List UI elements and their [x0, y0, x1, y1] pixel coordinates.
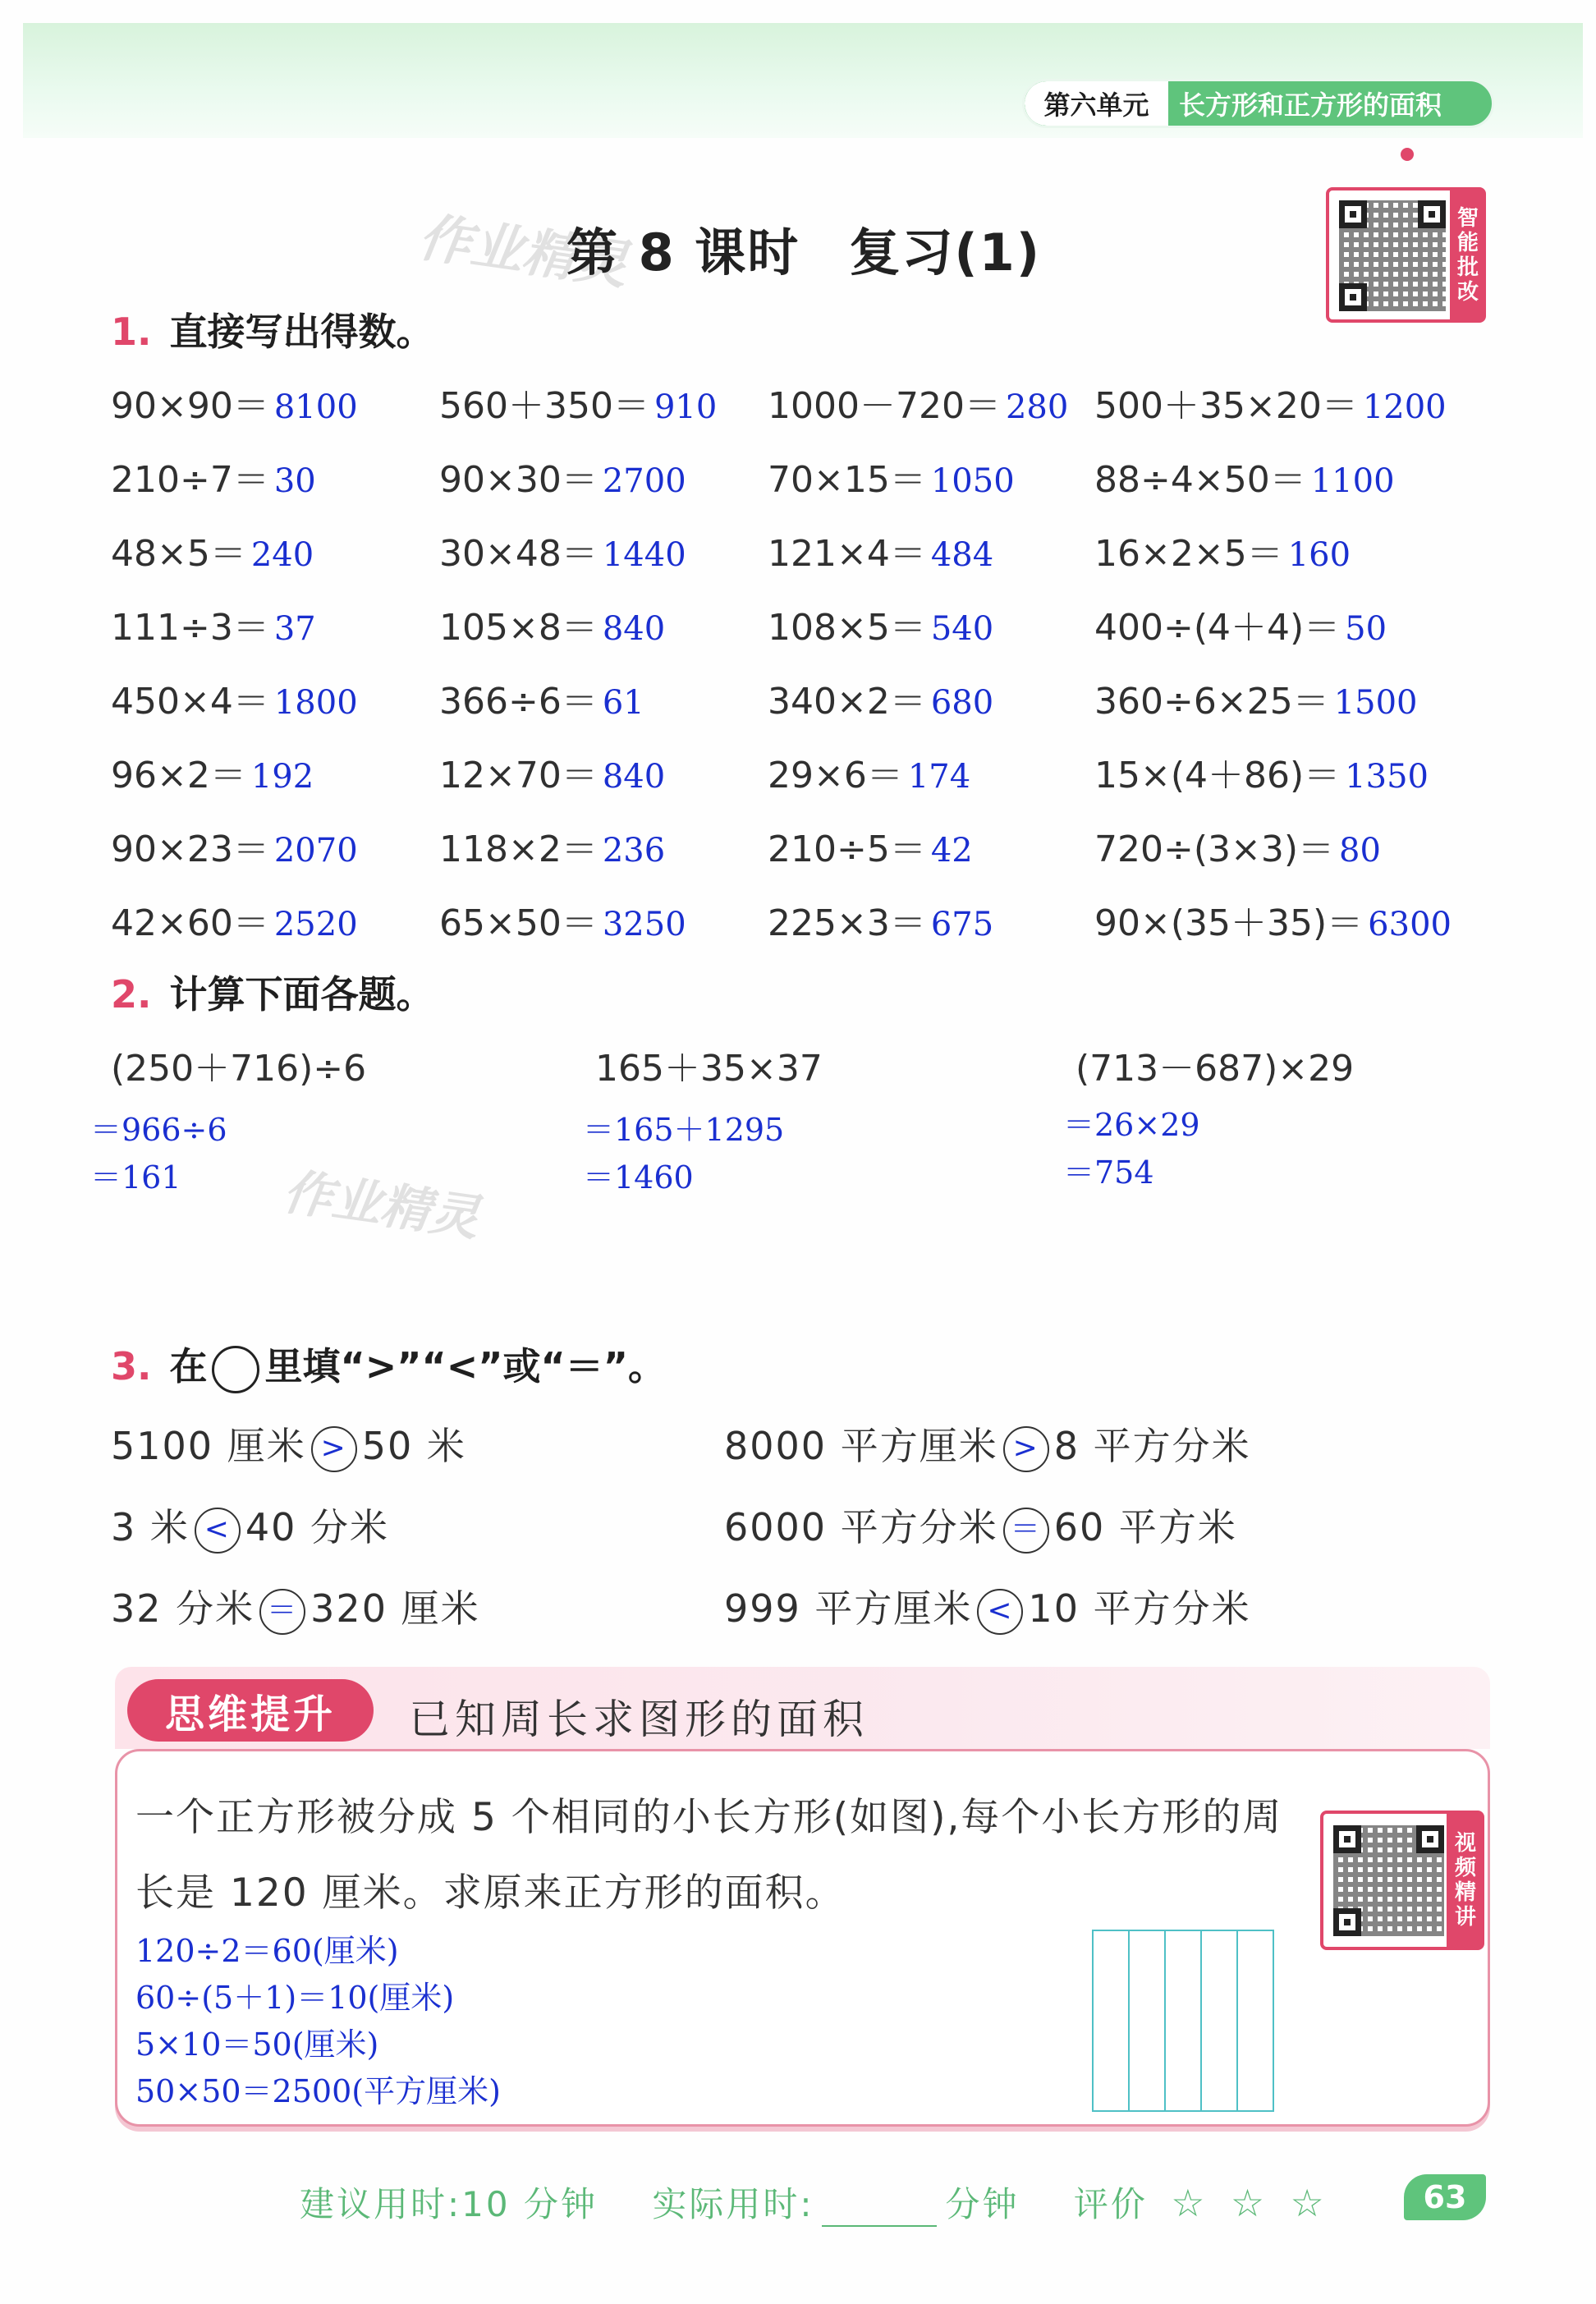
star-icon[interactable]: ☆: [1290, 2181, 1327, 2225]
divider: [1128, 1930, 1130, 2110]
qr-eye: [1333, 1908, 1361, 1936]
answer-text[interactable]: 61: [602, 684, 644, 722]
math-problem: [111, 376, 358, 429]
math-problem: [439, 524, 686, 576]
answer-text[interactable]: 1800: [273, 684, 358, 722]
math-problem: [111, 450, 316, 503]
answer-text[interactable]: 2070: [273, 832, 358, 870]
qr-code-video[interactable]: [1320, 1811, 1484, 1950]
comparison-circle[interactable]: ＝: [1003, 1508, 1049, 1554]
square-figure: [1092, 1930, 1274, 2112]
math-problem: [111, 819, 358, 872]
comparison-circle[interactable]: <: [977, 1589, 1023, 1635]
left-quantity: 5100 厘米: [111, 1424, 306, 1468]
left-quantity: 32 分米: [111, 1586, 255, 1631]
comparison-item: [111, 1579, 480, 1635]
lesson-number: 第 8 课时: [566, 223, 800, 282]
comparison-circle[interactable]: <: [195, 1508, 241, 1554]
qr-eye: [1416, 1825, 1444, 1853]
answer-text[interactable]: 37: [273, 610, 316, 648]
section-3-header: [111, 1337, 666, 1393]
answer-text[interactable]: 42: [930, 832, 973, 870]
math-problem: [111, 598, 316, 650]
math-problem: [768, 376, 1068, 429]
answer-text[interactable]: 540: [930, 610, 994, 648]
math-problem: [768, 746, 970, 798]
problem-text: 30×48＝: [439, 533, 598, 575]
work-step[interactable]: ＝26×29: [1063, 1107, 1200, 1143]
qr-eye: [1339, 283, 1367, 311]
answer-text[interactable]: 484: [930, 536, 994, 574]
section-2-header: [111, 965, 433, 1019]
problem-text: 90×23＝: [111, 828, 269, 870]
problem-text: 500＋35×20＝: [1094, 385, 1358, 427]
calc-problem: (250＋716)÷6: [111, 1048, 367, 1090]
section-number: 2.: [111, 972, 152, 1017]
problem-text: 111÷3＝: [111, 607, 269, 649]
work-step[interactable]: ＝161: [90, 1159, 181, 1196]
calc-problem: 165＋35×37: [595, 1048, 823, 1090]
math-problem: [768, 450, 1015, 503]
answer-text[interactable]: 192: [250, 758, 314, 796]
problem-text: 1000－720＝: [768, 385, 1001, 427]
problem-text: 48×5＝: [111, 533, 246, 575]
math-problem: [439, 376, 717, 429]
suggested-time: 建议用时:10 分钟: [300, 2184, 598, 2224]
problem-text: 15×(4＋86)＝: [1094, 755, 1341, 796]
qr-tag: 视频精讲: [1447, 1814, 1481, 1947]
problem-text: 65×50＝: [439, 902, 598, 944]
problem-text: 400÷(4＋4)＝: [1094, 607, 1341, 649]
actual-time-unit: 分钟: [945, 2184, 1020, 2224]
unit-label: 第六单元: [1025, 81, 1168, 126]
page-number: 63: [1404, 2174, 1486, 2220]
lesson-name: 复习(1): [849, 223, 1042, 282]
answer-text[interactable]: 3250: [602, 906, 686, 943]
problem-text: 366÷6＝: [439, 681, 598, 723]
math-problem: [1094, 672, 1418, 724]
left-quantity: 3 米: [111, 1505, 190, 1549]
answer-text[interactable]: 1200: [1362, 388, 1447, 426]
work-step[interactable]: ＝1460: [583, 1159, 694, 1196]
problem-text: 105×8＝: [439, 607, 598, 649]
problem-text: 90×30＝: [439, 459, 598, 501]
problem-text: 70×15＝: [768, 459, 926, 501]
left-quantity: 6000 平方分米: [724, 1505, 998, 1549]
answer-text[interactable]: 240: [250, 536, 314, 574]
section-title: 直接写出得数。: [169, 310, 434, 354]
solution-line[interactable]: 60÷(5＋1)＝10(厘米): [135, 1980, 455, 2016]
answer-text[interactable]: 1050: [930, 462, 1015, 500]
problem-text: 720÷(3×3)＝: [1094, 828, 1335, 870]
problem-text: 108×5＝: [768, 607, 926, 649]
thinking-subtitle: 已知周长求图形的面积: [409, 1696, 869, 1743]
answer-text[interactable]: 675: [930, 906, 994, 943]
unit-pill: [1022, 79, 1494, 128]
right-quantity: 10 平方分米: [1028, 1586, 1251, 1631]
unit-title: 长方形和正方形的面积: [1179, 89, 1442, 121]
math-problem: [1094, 598, 1387, 650]
math-problem: [768, 672, 993, 724]
calc-problem: (713－687)×29: [1075, 1048, 1355, 1090]
actual-time-blank[interactable]: [822, 2192, 937, 2227]
left-quantity: 999 平方厘米: [724, 1586, 973, 1631]
rating-label: 评价: [1073, 2184, 1148, 2224]
math-problem: [1094, 524, 1351, 576]
circle-icon: [212, 1346, 259, 1393]
star-icon[interactable]: ☆: [1171, 2181, 1208, 2225]
math-problem: [111, 893, 358, 946]
problem-text: 118×2＝: [439, 828, 598, 870]
section-1-header: [111, 302, 433, 356]
right-quantity: 320 厘米: [310, 1586, 480, 1631]
answer-text[interactable]: 1100: [1310, 462, 1395, 500]
problem-text: 210÷7＝: [111, 459, 269, 501]
answer-text[interactable]: 840: [602, 610, 666, 648]
answer-text[interactable]: 1350: [1345, 758, 1429, 796]
section-number: 3.: [111, 1344, 152, 1388]
thinking-badge: 思维提升: [127, 1679, 374, 1742]
problem-text: 90×(35＋35)＝: [1094, 902, 1364, 944]
problem-text: 340×2＝: [768, 681, 926, 723]
math-problem: [768, 893, 993, 946]
qr-eye: [1418, 200, 1446, 228]
work-step[interactable]: ＝165＋1295: [583, 1112, 785, 1148]
problem-text: 225×3＝: [768, 902, 926, 944]
answer-text[interactable]: 50: [1345, 610, 1387, 648]
answer-text[interactable]: 30: [273, 462, 316, 500]
qr-eye: [1339, 200, 1367, 228]
problem-text: 560＋350＝: [439, 385, 649, 427]
problem-text: 360÷6×25＝: [1094, 681, 1329, 723]
comparison-item: [724, 1498, 1237, 1554]
comparison-circle[interactable]: >: [311, 1426, 357, 1472]
comparison-item: [111, 1416, 466, 1472]
comparison-item: [724, 1416, 1251, 1472]
math-problem: [439, 893, 686, 946]
answer-text[interactable]: 8100: [273, 388, 358, 426]
comparison-item: [111, 1498, 389, 1554]
actual-time-label: 实际用时:: [652, 2184, 814, 2224]
answer-text[interactable]: 6300: [1368, 906, 1452, 943]
answer-text[interactable]: 160: [1287, 536, 1351, 574]
problem-text: 42×60＝: [111, 902, 269, 944]
answer-text[interactable]: 174: [907, 758, 971, 796]
right-quantity: 50 米: [361, 1424, 466, 1468]
math-problem: [1094, 450, 1395, 503]
math-problem: [1094, 819, 1381, 872]
divider: [1236, 1930, 1238, 2110]
math-problem: [439, 450, 686, 503]
problem-text: 88÷4×50＝: [1094, 459, 1306, 501]
qr-eye: [1333, 1825, 1361, 1853]
answer-text[interactable]: 2520: [273, 906, 358, 943]
watermark: 作业精灵: [279, 1163, 484, 1248]
divider: [1200, 1930, 1202, 2110]
math-problem: [439, 598, 665, 650]
qr-tag: 智能批改: [1450, 190, 1483, 319]
answer-text[interactable]: 80: [1339, 832, 1381, 870]
problem-text: 450×4＝: [111, 681, 269, 723]
pin-icon: [1401, 148, 1414, 161]
math-problem: [1094, 376, 1447, 429]
qr-code-grading[interactable]: [1326, 187, 1486, 323]
comparison-circle[interactable]: >: [1003, 1426, 1049, 1472]
page-title: [566, 212, 1090, 285]
math-problem: [768, 524, 993, 576]
answer-text[interactable]: 2700: [602, 462, 686, 500]
math-problem: [1094, 893, 1452, 946]
answer-text[interactable]: 910: [654, 388, 718, 426]
problem-text: 12×70＝: [439, 755, 598, 796]
math-problem: [439, 819, 665, 872]
solution-line[interactable]: 120÷2＝60(厘米): [135, 1933, 399, 1969]
watermark: 作业精灵: [415, 207, 632, 297]
math-problem: [111, 524, 314, 576]
math-problem: [768, 598, 993, 650]
work-step[interactable]: ＝754: [1063, 1154, 1154, 1191]
divider: [1164, 1930, 1166, 2110]
math-problem: [439, 672, 644, 724]
math-problem: [768, 819, 973, 872]
left-quantity: 8000 平方厘米: [724, 1424, 998, 1468]
problem-text: 90×90＝: [111, 385, 269, 427]
math-problem: [1094, 746, 1429, 798]
math-problem: [111, 672, 358, 724]
right-quantity: 40 分米: [245, 1505, 390, 1549]
right-quantity: 60 平方米: [1053, 1505, 1237, 1549]
section-number: 1.: [111, 310, 152, 354]
problem-text: 29×6＝: [768, 755, 903, 796]
problem-text: 16×2×5＝: [1094, 533, 1283, 575]
square-outline: [1092, 1930, 1274, 2112]
answer-text[interactable]: 280: [1005, 388, 1069, 426]
work-step[interactable]: ＝966÷6: [90, 1112, 227, 1148]
problem-text: 121×4＝: [768, 533, 926, 575]
solution-line[interactable]: 50×50＝2500(平方厘米): [135, 2073, 501, 2109]
math-problem: [111, 746, 314, 798]
answer-text[interactable]: 1440: [602, 536, 686, 574]
star-icon[interactable]: ☆: [1230, 2181, 1268, 2225]
answer-text[interactable]: 1500: [1333, 684, 1418, 722]
answer-text[interactable]: 840: [602, 758, 666, 796]
section-title-a: 在: [169, 1344, 208, 1388]
solution-line[interactable]: 5×10＝50(厘米): [135, 2026, 379, 2063]
comparison-item: [724, 1579, 1251, 1635]
answer-text[interactable]: 236: [602, 832, 666, 870]
comparison-circle[interactable]: ＝: [259, 1589, 305, 1635]
section-title: 计算下面各题。: [169, 972, 434, 1017]
footer: [300, 2178, 1327, 2227]
section-title-b: 里填“>”“<”或“＝”。: [264, 1344, 666, 1388]
problem-text: 210÷5＝: [768, 828, 926, 870]
right-quantity: 8 平方分米: [1053, 1424, 1251, 1468]
answer-text[interactable]: 680: [930, 684, 994, 722]
thinking-problem: 一个正方形被分成 5 个相同的小长方形(如图),每个小长方形的周长是 120 厘米。求原来正方形的面积。: [135, 1795, 1283, 1916]
problem-text: 96×2＝: [111, 755, 246, 796]
math-problem: [439, 746, 665, 798]
